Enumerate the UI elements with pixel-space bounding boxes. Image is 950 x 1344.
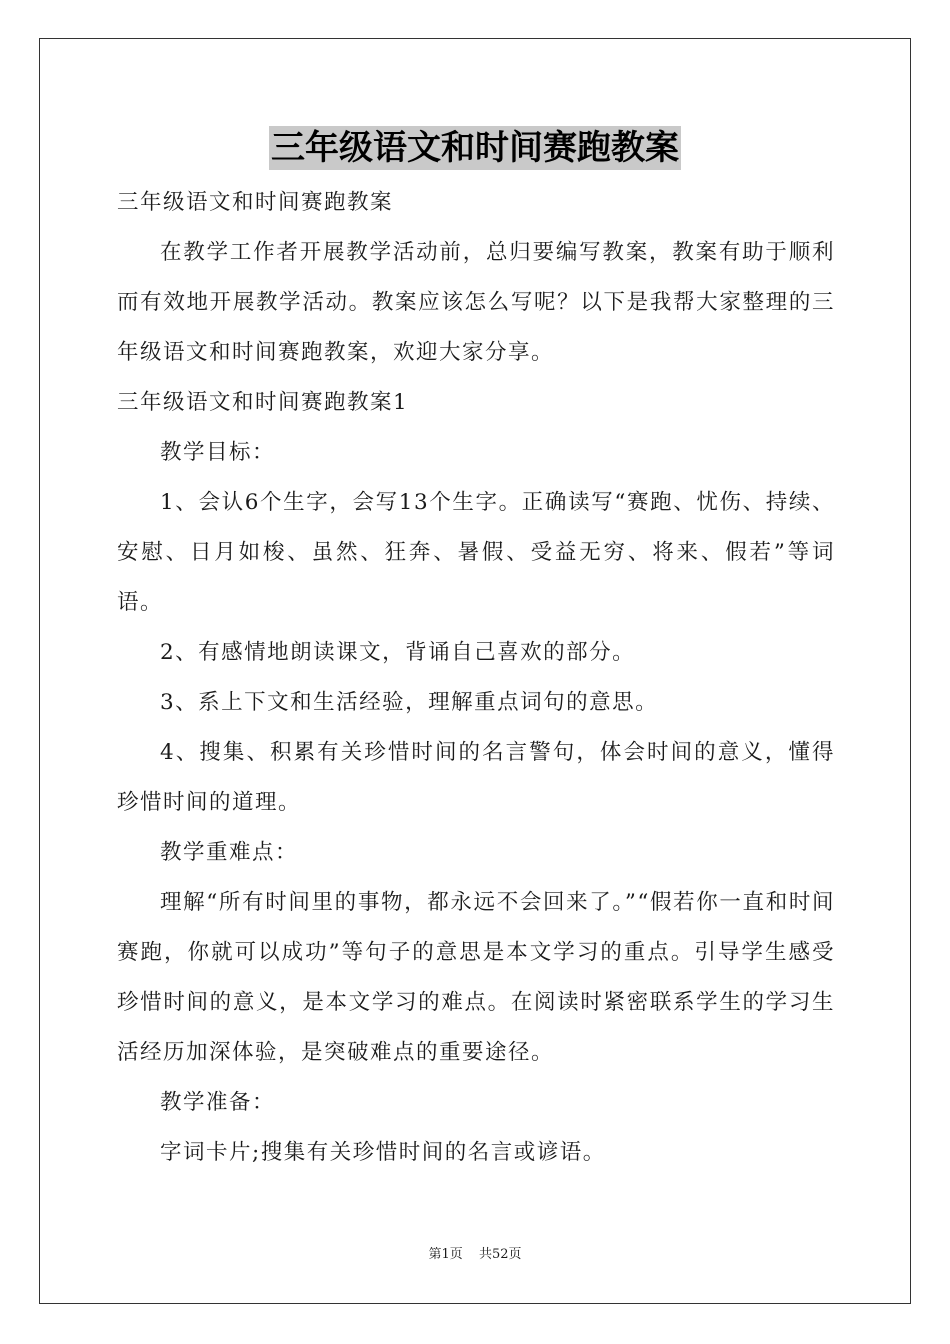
paragraph: 2、有感情地朗读课文，背诵自己喜欢的部分。	[160, 640, 636, 665]
paragraph: 教学目标：	[160, 440, 276, 465]
title-container	[0, 126, 950, 170]
page-number: 第1页	[428, 1247, 463, 1262]
paragraph: 三年级语文和时间赛跑教案	[117, 190, 394, 215]
paragraph: 4、搜集、积累有关珍惜时间的名言警句，体会时间的意义，懂得珍惜时间的道理。	[117, 740, 835, 815]
paragraph: 理解“所有时间里的事物，都永远不会回来了。”“假若你一直和时间赛跑，你就可以成功”等句子的意思是本文学习的重点。引导学生感受珍惜时间的意义，是本文学习的难点。在阅读时紧密联系学生的学习生活经历加深体验，是突破难点的重要途径。	[117, 890, 835, 1065]
paragraph: 1、会认6个生字，会写13个生字。正确读写“赛跑、忧伤、持续、安慰、日月如梭、虽然、狂奔、暑假、受益无穷、将来、假若”等词语。	[117, 490, 835, 615]
paragraph: 在教学工作者开展教学活动前，总归要编写教案，教案有助于顺利而有效地开展教学活动。教案应该怎么写呢？以下是我帮大家整理的三年级语文和时间赛跑教案，欢迎大家分享。	[117, 240, 835, 365]
paragraph: 字词卡片;搜集有关珍惜时间的名言或谚语。	[160, 1140, 606, 1165]
page-footer	[0, 1246, 950, 1264]
document-body	[117, 178, 835, 1178]
paragraph: 教学准备：	[160, 1090, 276, 1115]
paragraph: 三年级语文和时间赛跑教案1	[117, 390, 409, 415]
total-pages: 共52页	[478, 1247, 522, 1262]
paragraph: 教学重难点：	[160, 840, 299, 865]
paragraph: 3、系上下文和生活经验，理解重点词句的意思。	[160, 690, 659, 715]
document-title: 三年级语文和时间赛跑教案	[271, 128, 679, 168]
